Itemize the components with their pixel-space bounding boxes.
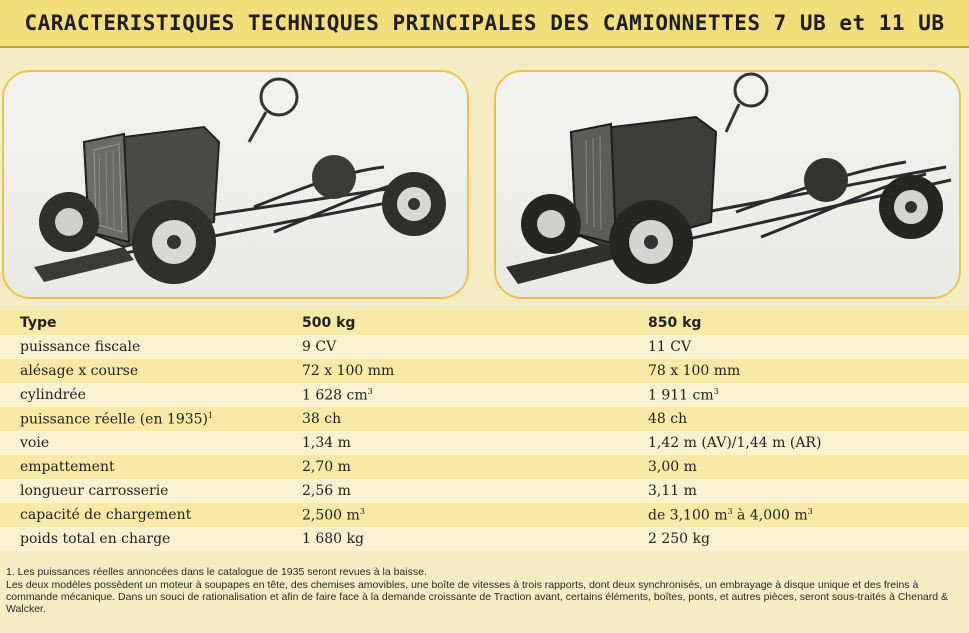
table-row <box>0 455 969 479</box>
row-value-500kg <box>302 383 648 407</box>
notes-block <box>6 566 961 616</box>
row-value-500kg: 9 CV <box>302 335 648 359</box>
table-row <box>0 527 969 551</box>
row-label: cylindrée <box>0 383 302 407</box>
row-label: longueur carrosserie <box>0 479 302 503</box>
value-text: 1 911 cm <box>648 387 714 404</box>
header-500kg: 500 kg <box>302 310 648 335</box>
title-banner <box>0 0 969 48</box>
row-label: voie <box>0 431 302 455</box>
row-value-850kg: 11 CV <box>648 335 969 359</box>
header-850kg: 850 kg <box>648 310 969 335</box>
row-value-850kg: 48 ch <box>648 407 969 431</box>
row-label: capacité de chargement <box>0 503 302 527</box>
row-label: alésage x course <box>0 359 302 383</box>
specs-table <box>0 310 969 551</box>
row-value-500kg: 1,34 m <box>302 431 648 455</box>
row-value-500kg: 38 ch <box>302 407 648 431</box>
value-text: à 4,000 m <box>732 507 808 524</box>
row-label: puissance fiscale <box>0 335 302 359</box>
chassis-illustration <box>496 72 959 297</box>
row-value-500kg <box>302 503 648 527</box>
page-title: CARACTERISTIQUES TECHNIQUES PRINCIPALES DES CAMIONNETTES 7 UB et 11 UB <box>24 11 945 35</box>
row-value-850kg <box>648 503 969 527</box>
footnote-ref: 1 <box>208 410 214 420</box>
row-value-500kg: 72 x 100 mm <box>302 359 648 383</box>
value-text: 2,500 m <box>302 507 360 524</box>
table-row <box>0 359 969 383</box>
table-header-row <box>0 310 969 335</box>
header-label: Type <box>0 310 302 335</box>
row-value-850kg: 1,42 m (AV)/1,44 m (AR) <box>648 431 969 455</box>
table-row <box>0 479 969 503</box>
superscript: 3 <box>367 386 373 396</box>
row-value-850kg: 3,11 m <box>648 479 969 503</box>
notes-paragraph: Les deux modèles possèdent un moteur à soupapes en tête, des chemises amovibles, une boîte de vitesses à trois rapports, dont deux synchronisés, un embrayage à disque unique et des freins à commande mécanique. Dans un souci de rationalisation et afin de faire face à la demande croissante de Traction avant, certains éléments, boîtes, ponts, et autres pièces, seront sous-traités à Chenard & Walcker. <box>6 579 949 615</box>
table-row <box>0 431 969 455</box>
superscript: 3 <box>359 506 365 516</box>
row-label <box>0 407 302 431</box>
row-value-850kg: 78 x 100 mm <box>648 359 969 383</box>
table-row <box>0 335 969 359</box>
row-value-850kg: 2 250 kg <box>648 527 969 551</box>
superscript: 3 <box>807 506 813 516</box>
superscript: 3 <box>713 386 719 396</box>
footnote: 1. Les puissances réelles annoncées dans le catalogue de 1935 seront revues à la baisse. <box>6 566 427 578</box>
table-row <box>0 503 969 527</box>
row-value-850kg: 3,00 m <box>648 455 969 479</box>
row-value-500kg: 2,70 m <box>302 455 648 479</box>
superscript: 3 <box>727 506 733 516</box>
chassis-photo-11ub <box>494 70 961 299</box>
row-value-500kg: 1 680 kg <box>302 527 648 551</box>
chassis-illustration <box>4 72 467 297</box>
value-text: 1 628 cm <box>302 387 368 404</box>
row-label: empattement <box>0 455 302 479</box>
row-label: poids total en charge <box>0 527 302 551</box>
row-value-500kg: 2,56 m <box>302 479 648 503</box>
chassis-photo-7ub <box>2 70 469 299</box>
table-row <box>0 383 969 407</box>
table-row <box>0 407 969 431</box>
row-value-850kg <box>648 383 969 407</box>
value-text: de 3,100 m <box>648 507 728 524</box>
label-text: puissance réelle (en 1935) <box>20 411 209 428</box>
